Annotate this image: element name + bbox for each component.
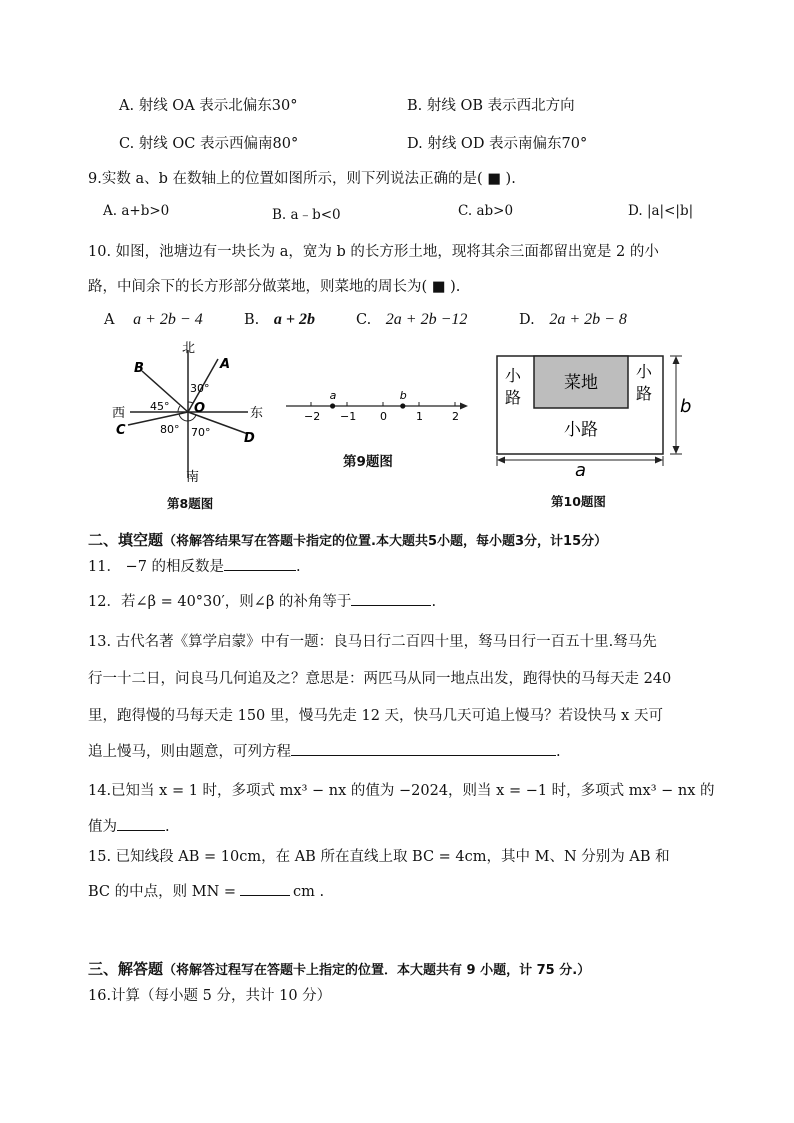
q10-option-a — [104, 311, 203, 329]
q10-option-b — [244, 311, 315, 329]
option-label: B. — [244, 312, 260, 328]
dim-b-arrow — [673, 446, 680, 454]
left-path-char-2: 路 — [505, 388, 522, 407]
point-b-label: b — [399, 389, 407, 402]
angle-70-label: 70° — [191, 426, 211, 439]
q9-option-d — [628, 203, 693, 219]
axis-arrow — [460, 403, 468, 410]
angle-45-label: 45° — [150, 400, 170, 413]
ticks-group — [304, 402, 459, 423]
point-b-label: B — [134, 361, 144, 376]
q10-figure — [492, 350, 692, 476]
q10-stem-line1: 10. 如图，池塘边有一块长为 a，宽为 b 的长方形土地，现将其余三面都留出宽是 2 的小 — [88, 244, 659, 260]
q12-text: 12．若∠β = 40°30′，则∠β 的补角等于 — [88, 594, 352, 610]
option-text: a﹣b<0 — [290, 207, 341, 223]
tick-label: −2 — [304, 410, 321, 423]
q15-answer-blank — [240, 881, 290, 896]
point-a-label: A — [220, 357, 231, 372]
section-note: （将解答结果写在答题卡指定的位置.本大题共5小题，每小题3分，计15分） — [163, 534, 608, 549]
dim-b-label: b — [680, 396, 692, 417]
east-label: 东 — [250, 406, 264, 421]
point-o-label: O — [194, 401, 206, 416]
q8-option-c — [119, 132, 298, 153]
q11-end: . — [296, 559, 301, 575]
q11 — [88, 555, 301, 576]
dim-a-label: a — [575, 460, 587, 476]
angle-arc — [178, 406, 180, 412]
option-text: 射线 OC 表示西偏南80° — [138, 136, 299, 152]
tick-label: 0 — [380, 410, 387, 423]
q15-text: BC 的中点，则 MN = — [88, 884, 237, 900]
option-label: D. — [407, 136, 423, 152]
q14-answer-blank — [117, 816, 165, 831]
angle-arc — [179, 414, 188, 421]
option-text: 射线 OB 表示西北方向 — [426, 98, 575, 114]
q10-option-c — [356, 311, 467, 329]
q14-text: 值为 — [88, 819, 117, 835]
q9-stem: 9.实数 a、b 在数轴上的位置如图所示，则下列说法正确的是( ■ ). — [88, 171, 516, 187]
q10-option-d — [519, 311, 627, 329]
q13-line2: 行一十二日，问良马几何追及之？意思是：两匹马从同一地点出发，跑得快的马每天走 240 — [88, 671, 672, 687]
angle-30-label: 30° — [190, 382, 210, 395]
tick-label: 2 — [452, 410, 459, 423]
option-text: |a|<|b| — [646, 203, 694, 219]
q8-option-a — [119, 94, 297, 115]
point-a — [330, 403, 335, 408]
q14-line2 — [88, 815, 170, 836]
q13-end: . — [556, 744, 561, 760]
option-text: 2a + 2b −12 — [385, 311, 468, 328]
option-text: a+b>0 — [121, 203, 170, 219]
q10-figure-caption: 第10题图 — [551, 494, 606, 509]
option-label: B. — [272, 207, 287, 223]
q12-answer-blank — [351, 591, 431, 606]
point-d-label: D — [244, 431, 255, 446]
q9-option-c — [458, 203, 513, 219]
point-b — [400, 403, 405, 408]
q11-answer-blank — [224, 556, 296, 571]
option-text: a + 2b — [273, 311, 315, 328]
q15-line2 — [88, 880, 324, 901]
q8-option-d — [407, 132, 587, 153]
point-a-label: a — [329, 389, 337, 402]
point-c-label: C — [116, 423, 126, 438]
q9-figure-caption: 第9题图 — [343, 454, 393, 470]
q12-end: . — [431, 594, 437, 610]
right-path-char-2: 路 — [636, 384, 653, 403]
tick-label: −1 — [340, 410, 357, 423]
option-text: 射线 OD 表示南偏东70° — [427, 136, 588, 152]
dim-a-arrow — [497, 457, 505, 464]
option-label: C. — [119, 136, 135, 152]
q16: 16.计算（每小题 5 分，共计 10 分） — [88, 988, 332, 1004]
q9-option-b — [272, 203, 341, 223]
north-label: 北 — [182, 341, 196, 356]
q8-figure-caption: 第8题图 — [167, 496, 214, 511]
q8-figure — [108, 336, 278, 484]
section-note: （将解答过程写在答题卡上指定的位置．本大题共有 9 小题，计 75 分.） — [163, 963, 591, 978]
option-text: a + 2b − 4 — [133, 311, 203, 328]
option-label: A. — [103, 203, 118, 219]
tick-label: 1 — [416, 410, 423, 423]
option-text: ab>0 — [476, 203, 514, 219]
option-label: A — [104, 312, 115, 328]
q9-option-a — [103, 203, 169, 219]
q13-text: 追上慢马，则由题意，可列方程 — [88, 744, 291, 760]
option-label: C. — [458, 203, 473, 219]
garden-label: 菜地 — [564, 373, 598, 393]
dim-b-arrow — [673, 356, 680, 364]
dim-a-arrow — [655, 457, 663, 464]
section-title: 二、填空题 — [88, 531, 164, 549]
right-path-char-1: 小 — [636, 362, 653, 381]
q14-end: . — [165, 819, 170, 835]
bottom-path-label: 小路 — [564, 420, 598, 440]
angle-80-label: 80° — [160, 423, 180, 436]
left-path-char-1: 小 — [505, 366, 522, 385]
south-label: 南 — [186, 470, 200, 484]
option-text: 2a + 2b − 8 — [549, 311, 627, 328]
option-label: B. — [407, 98, 423, 114]
q13-answer-blank — [291, 741, 556, 756]
q13-line3: 里，跑得慢的马每天走 150 里，慢马先走 12 天，快马几天可追上慢马？若设快马 x 天可 — [88, 708, 663, 724]
q10-stem-line2: 路，中间余下的长方形部分做菜地，则菜地的周长为( ■ ). — [88, 279, 461, 295]
q9-number-line — [282, 385, 472, 427]
section-2-heading — [88, 529, 607, 550]
option-label: C. — [356, 312, 372, 328]
q8-option-b — [407, 94, 575, 115]
q15-line1: 15. 已知线段 AB = 10cm，在 AB 所在直线上取 BC = 4cm，其中 M、N 分别为 AB 和 — [88, 849, 670, 865]
q11-text: 11． −7 的相反数是 — [88, 559, 225, 575]
q14-line1: 14.已知当 x = 1 时，多项式 mx³ − nx 的值为 −2024，则当 x = −1 时，多项式 mx³ − nx 的 — [88, 783, 715, 799]
west-label: 西 — [112, 406, 126, 421]
q13-line4 — [88, 740, 561, 761]
option-text: 射线 OA 表示北偏东30° — [138, 98, 298, 114]
option-label: D. — [519, 312, 535, 328]
q13-line1: 13. 古代名著《算学启蒙》中有一题：良马日行二百四十里，驽马日行一百五十里.驽马先 — [88, 634, 657, 650]
q12 — [88, 590, 436, 611]
section-title: 三、解答题 — [88, 960, 164, 978]
q15-unit: cm . — [293, 884, 325, 900]
section-3-heading — [88, 958, 590, 979]
option-label: A. — [119, 98, 135, 114]
option-label: D. — [628, 203, 643, 219]
